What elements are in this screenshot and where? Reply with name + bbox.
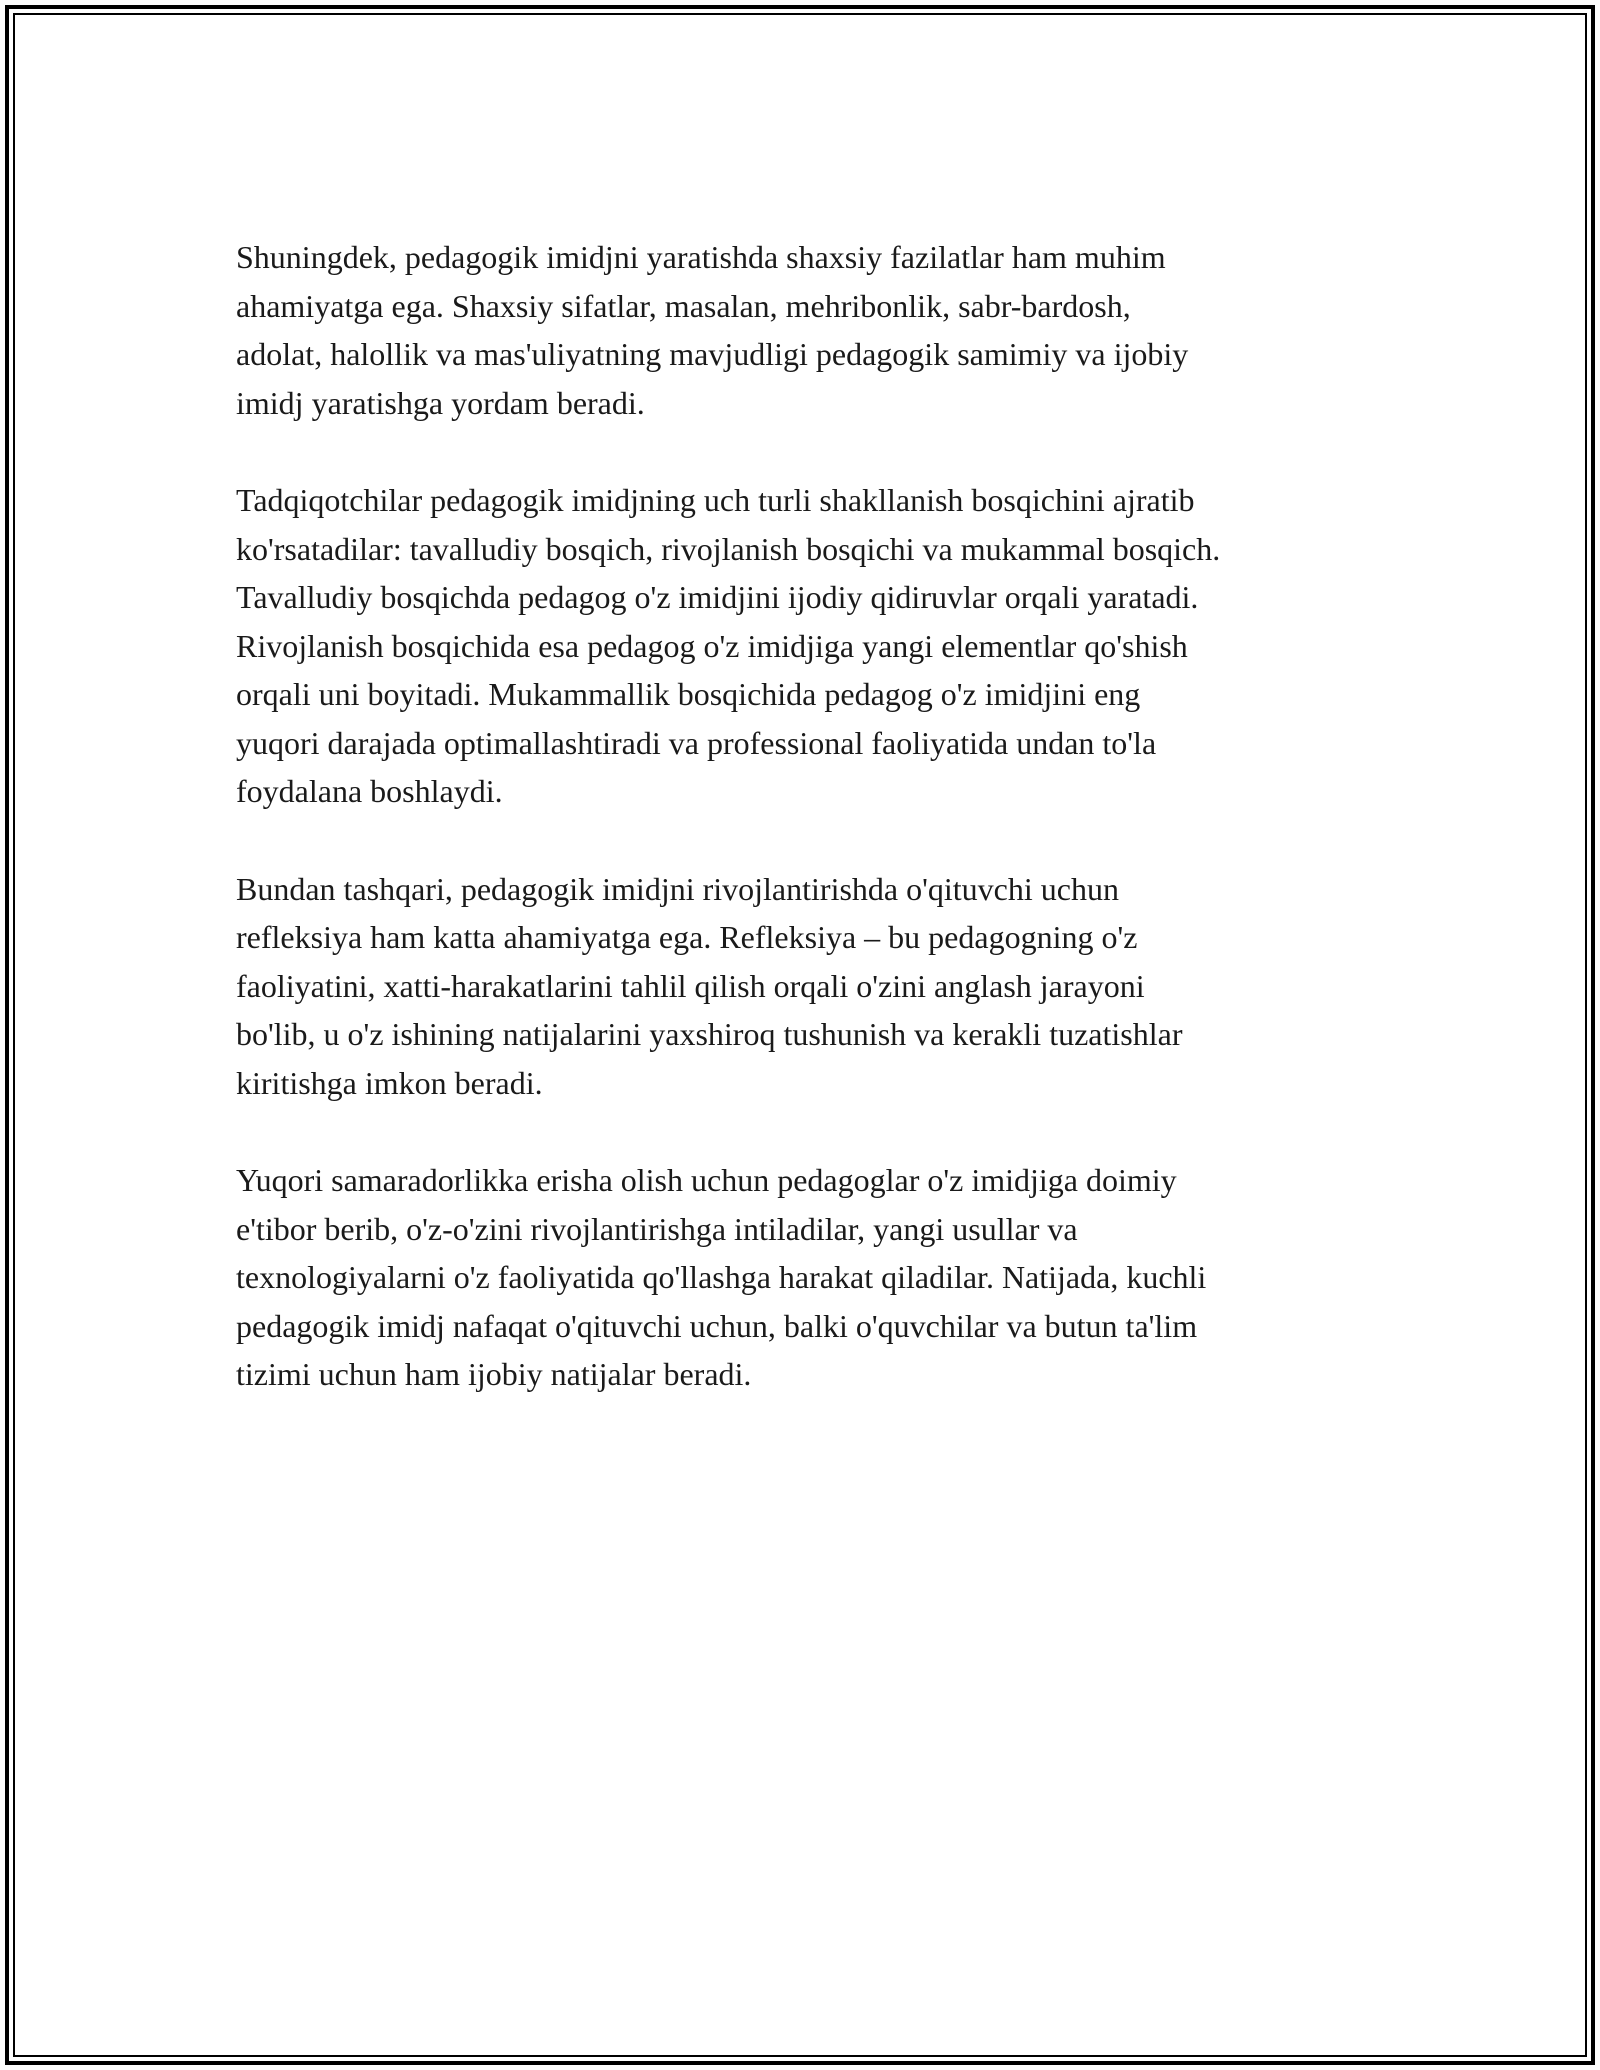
text-line: texnologiyalarni o'z faoliyatida qo'llashga harakat qiladilar. Natijada, kuchli — [236, 1259, 1207, 1295]
text-line: faoliyatini, xatti-harakatlarini tahlil qilish orqali o'zini anglash jarayoni — [236, 967, 1145, 1004]
paragraph-2 — [236, 476, 1366, 816]
text-line: ko'rsatadilar: tavalludiy bosqich, rivojlanish bosqichi va mukammal bosqich. — [236, 530, 1221, 567]
text-line: foydalana boshlaydi. — [236, 773, 503, 809]
text-line: bo'lib, u o'z ishining natijalarini yaxshiroq tushunish va kerakli tuzatishlar — [236, 1016, 1183, 1052]
text-line: e'tibor berib, o'z-o'zini rivojlantirishga intiladilar, yangi usullar va — [236, 1210, 1078, 1247]
document-body — [236, 233, 1366, 1448]
text-line: Tavalludiy bosqichda pedagog o'z imidjini ijodiy qidiruvlar orqali yaratadi. — [236, 579, 1199, 615]
text-line: Tadqiqotchilar pedagogik imidjning uch turli shakllanish bosqichini ajratib — [236, 482, 1195, 518]
text-line: Yuqori samaradorlikka erisha olish uchun pedagoglar o'z imidjiga doimiy — [236, 1162, 1177, 1198]
text-line: Shuningdek, pedagogik imidjni yaratishda shaxsiy fazilatlar ham muhim — [236, 239, 1166, 275]
text-line: imidj yaratishga yordam beradi. — [236, 384, 645, 421]
text-line: adolat, halollik va mas'uliyatning mavjudligi pedagogik samimiy va ijobiy — [236, 336, 1189, 372]
paragraph-3 — [236, 865, 1366, 1108]
text-line: kiritishga imkon beradi. — [236, 1064, 543, 1101]
paragraph-1 — [236, 233, 1366, 427]
text-line: tizimi uchun ham ijobiy natijalar beradi. — [236, 1356, 752, 1392]
text-line: refleksiya ham katta ahamiyatga ega. Refleksiya – bu pedagogning o'z — [236, 919, 1138, 955]
text-line: yuqori darajada optimallashtiradi va professional faoliyatida undan to'la — [236, 724, 1157, 761]
text-line: orqali uni boyitadi. Mukammallik bosqichida pedagog o'z imidjini eng — [236, 676, 1141, 712]
text-line: Rivojlanish bosqichida esa pedagog o'z imidjiga yangi elementlar qo'shish — [236, 627, 1188, 664]
text-line: Bundan tashqari, pedagogik imidjni rivojlantirishda o'qituvchi uchun — [236, 870, 1119, 907]
text-line: ahamiyatga ega. Shaxsiy sifatlar, masalan, mehribonlik, sabr-bardosh, — [236, 287, 1131, 324]
text-line: pedagogik imidj nafaqat o'qituvchi uchun, balki o'quvchilar va butun ta'lim — [236, 1307, 1198, 1344]
paragraph-4 — [236, 1156, 1366, 1399]
